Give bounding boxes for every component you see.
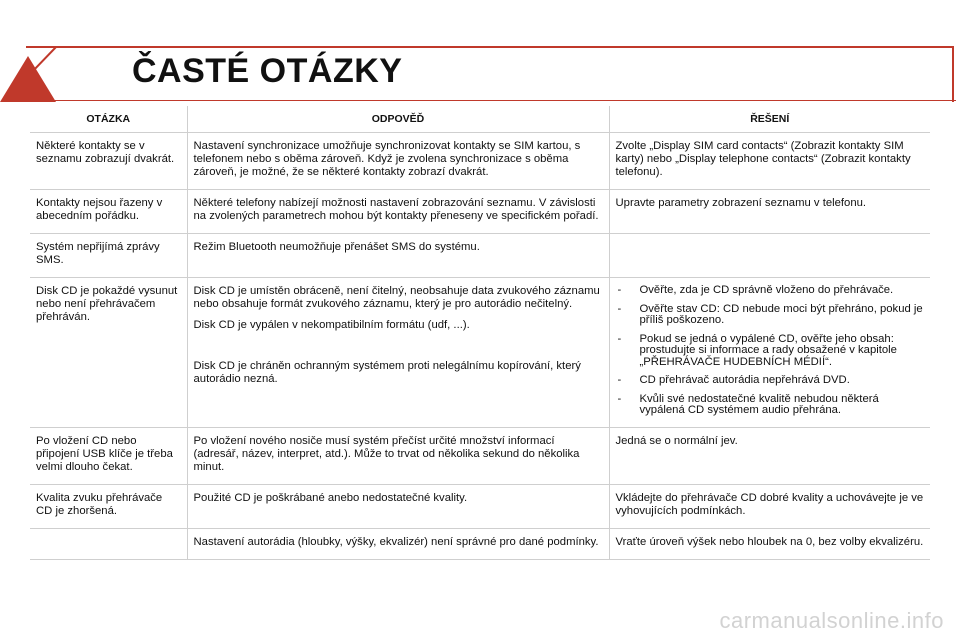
- answer-text: Nastavení autorádia (hloubky, výšky, ekvalizér) není správné pro dané podmínky.: [193, 535, 599, 548]
- solution-cell: Vkládejte do přehrávače CD dobré kvality a uchovávejte je ve vyhovujících podmínkách.: [609, 484, 930, 528]
- answer-cell: [187, 278, 609, 428]
- answer-text: Disk CD je vypálen v nekompatibilním formátu (udf, ...).: [193, 319, 470, 331]
- solution-cell: Zvolte „Display SIM card contacts“ (Zobrazit kontakty SIM karty) nebo „Display telephone contacts“ (Zobrazit kontakty telefonu).: [609, 133, 930, 190]
- list-item: - CD přehrávač autorádia nepřehrává DVD.: [616, 375, 925, 387]
- page-title: ČASTÉ OTÁZKY: [132, 52, 403, 90]
- header-answer: ODPOVĚĎ: [187, 106, 609, 133]
- table-row: [30, 190, 930, 234]
- title-frame-right: [952, 46, 954, 102]
- answer-cell: [187, 528, 609, 559]
- table-row: [30, 427, 930, 484]
- answer-text: Disk CD je umístěn obráceně, není čitelný, neobsahuje data zvukového záznamu nebo obsahuje formát zvukového záznamu, který je pro autorádio nečitelný.: [193, 285, 600, 310]
- header-question: OTÁZKA: [30, 106, 187, 133]
- answer-cell: [187, 190, 609, 234]
- list-item: - Pokud se jedná o vypálené CD, ověřte jeho obsah: prostudujte si informace a rady obsažené v kapitole „PŘEHRÁVAČE HUDEBNÍCH MÉDIÍ“.: [616, 334, 925, 369]
- table-header-row: [30, 106, 930, 133]
- question-cell: [30, 528, 187, 559]
- solution-cell: [609, 278, 930, 428]
- answer-text: Některé telefony nabízejí možnosti nastavení zobrazování seznamu. V závislosti na zvolených parametrech mohou být kontakty přeneseny ve specifickém pořadí.: [193, 197, 599, 222]
- answer-cell: [187, 133, 609, 190]
- answer-text: Použité CD je poškrábané anebo nedostatečné kvality.: [193, 491, 468, 504]
- table-row: [30, 484, 930, 528]
- solution-list: [616, 285, 925, 417]
- answer-cell: [187, 427, 609, 484]
- list-item: - Ověřte stav CD: CD nebude moci být přehráno, pokud je příliš poškozeno.: [616, 304, 925, 327]
- solution-cell: Jedná se o normální jev.: [609, 427, 930, 484]
- table-row: [30, 133, 930, 190]
- answer-text: Režim Bluetooth neumožňuje přenášet SMS do systému.: [193, 241, 480, 253]
- header-solution: ŘEŠENÍ: [609, 106, 930, 133]
- question-cell: Některé kontakty se v seznamu zobrazují dvakrát.: [30, 133, 187, 190]
- answer-text: Disk CD je chráněn ochranným systémem proti nelegálnímu kopírování, který autorádio nezná.: [193, 360, 581, 385]
- question-cell: Systém nepřijímá zprávy SMS.: [30, 234, 187, 278]
- answer-cell: [187, 234, 609, 278]
- list-item: - Kvůli své nedostatečné kvalitě nebudou některá vypálená CD systémem audio přehrána.: [616, 394, 925, 417]
- solution-cell: Vraťte úroveň výšek nebo hloubek na 0, bez volby ekvalizéru.: [609, 528, 930, 559]
- answer-cell: [187, 484, 609, 528]
- solution-cell: [609, 234, 930, 278]
- question-cell: Kontakty nejsou řazeny v abecedním pořádku.: [30, 190, 187, 234]
- table-row: [30, 234, 930, 278]
- table-row: [30, 278, 930, 428]
- list-item: - Ověřte, zda je CD správně vloženo do přehrávače.: [616, 285, 925, 297]
- watermark: carmanualsonline.info: [719, 608, 944, 633]
- answer-text: Po vložení nového nosiče musí systém přečíst určité množství informací (adresář, název, interpret, atd.). Může to trvat od několika sekund do několika minut.: [193, 434, 580, 473]
- title-frame-bottom: [26, 100, 956, 101]
- question-cell: Disk CD je pokaždé vysunut nebo není přehrávačem přehráván.: [30, 278, 187, 428]
- solution-cell: Upravte parametry zobrazení seznamu v telefonu.: [609, 190, 930, 234]
- question-cell: Po vložení CD nebo připojení USB klíče je třeba velmi dlouho čekat.: [30, 427, 187, 484]
- faq-table: [30, 106, 930, 560]
- answer-text: Nastavení synchronizace umožňuje synchronizovat kontakty se SIM kartou, s telefonem nebo s oběma zároveň. Když je zvolena synchronizace s oběma zároveň, je možné, že se některé kontakty zobrazí dvakrát.: [193, 140, 581, 178]
- question-cell: Kvalita zvuku přehrávače CD je zhoršená.: [30, 484, 187, 528]
- table-row: [30, 528, 930, 559]
